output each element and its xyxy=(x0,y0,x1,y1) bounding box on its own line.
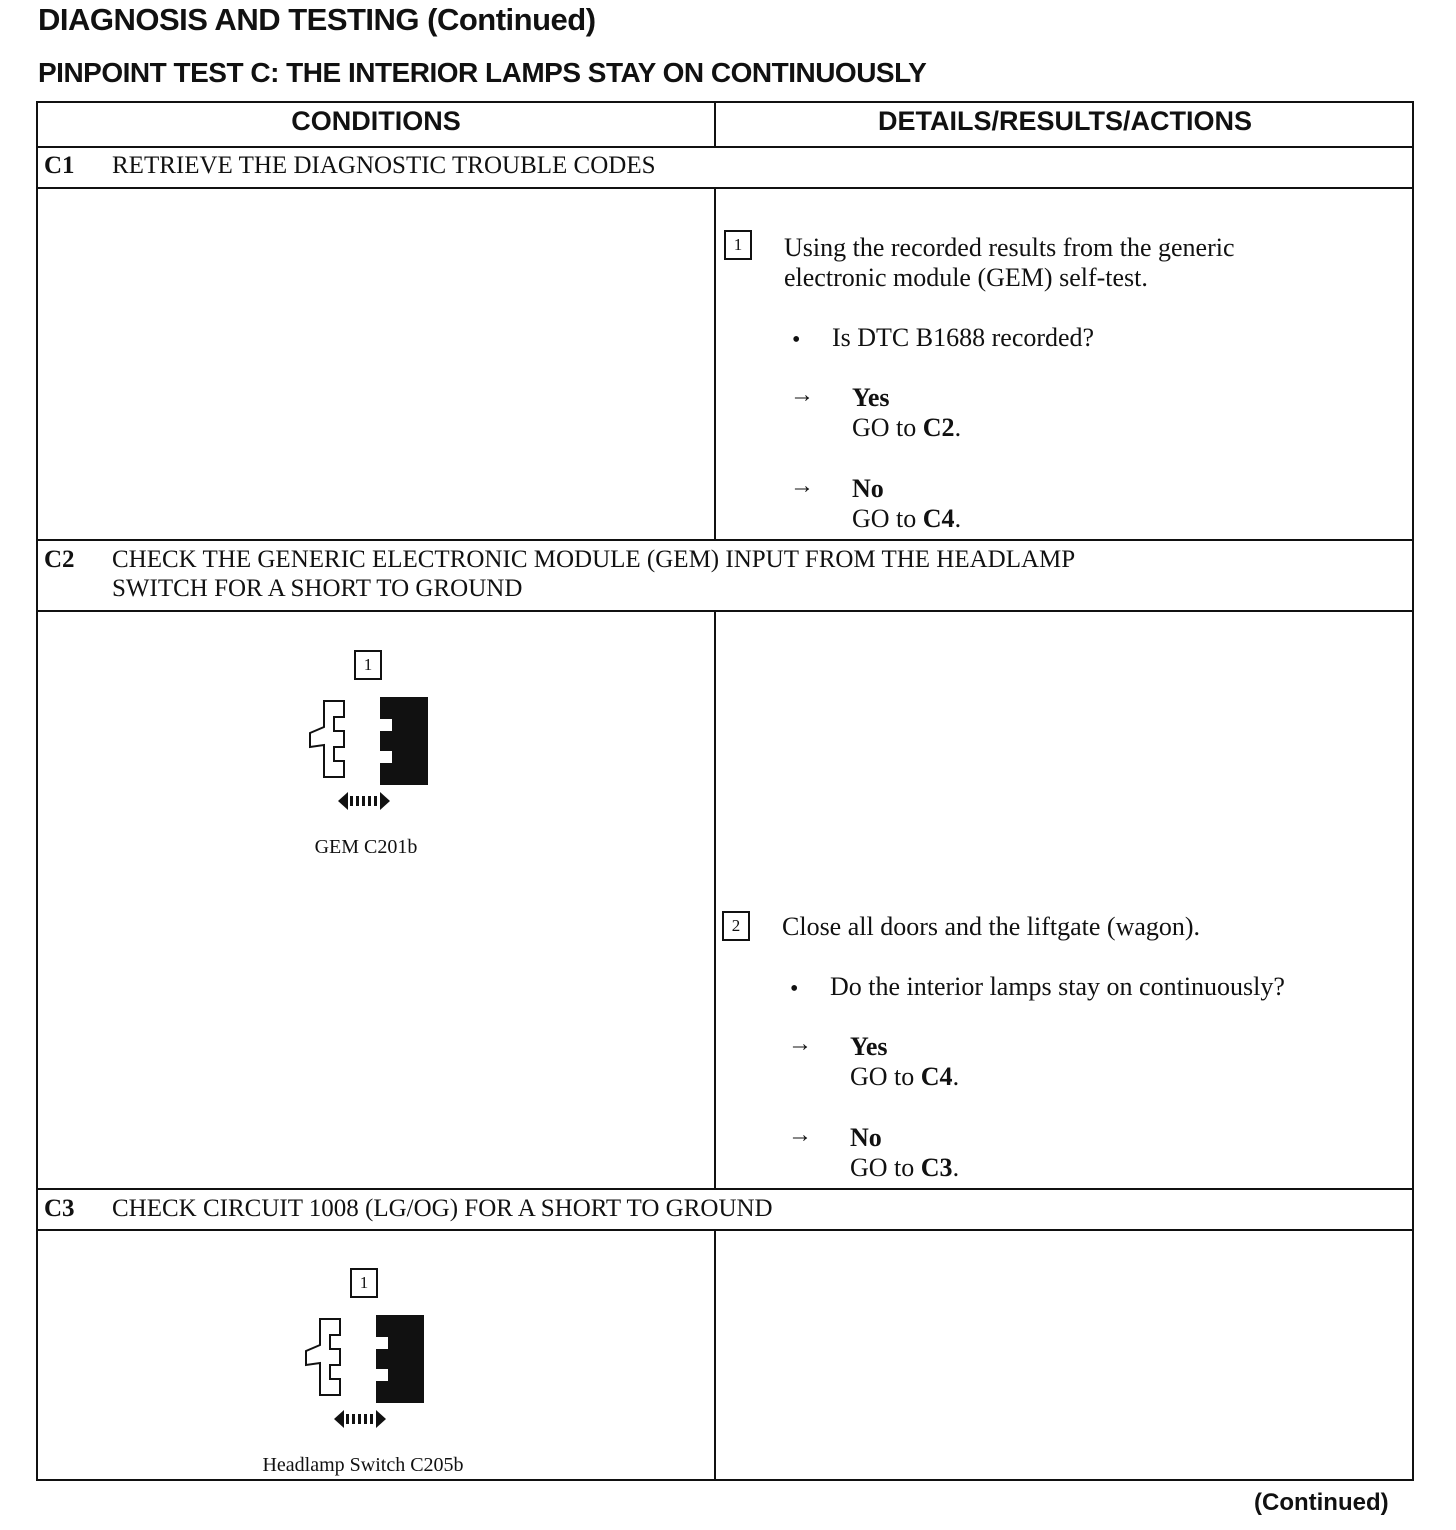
step-code: C1 xyxy=(44,152,75,179)
action-text-line: Using the recorded results from the generic xyxy=(784,233,1235,262)
answer-goto: GO to C2. xyxy=(852,413,962,442)
answer-label: No xyxy=(850,1123,882,1152)
right-arrow-icon: → xyxy=(790,473,814,499)
answer-goto: GO to C4. xyxy=(852,504,962,533)
step-code: C2 xyxy=(44,546,75,573)
action-text-line: electronic module (GEM) self-test. xyxy=(784,263,1148,292)
step-code: C3 xyxy=(44,1195,75,1222)
question-text: Do the interior lamps stay on continuously? xyxy=(830,972,1285,1001)
step-title-line: SWITCH FOR A SHORT TO GROUND xyxy=(112,575,523,602)
answer-label: Yes xyxy=(852,383,890,412)
goto-prefix: GO to xyxy=(852,504,923,533)
pinpoint-test-title: PINPOINT TEST C: THE INTERIOR LAMPS STAY ON CONTINUOUSLY xyxy=(38,57,927,88)
answer-goto: GO to C4. xyxy=(850,1062,960,1091)
question-text: Is DTC B1688 recorded? xyxy=(832,323,1095,352)
answer-goto: GO to C3. xyxy=(850,1153,960,1182)
divider xyxy=(714,187,716,539)
electrical-connector-disconnect-icon xyxy=(300,693,430,823)
goto-prefix: GO to xyxy=(850,1153,921,1182)
right-arrow-icon: → xyxy=(790,382,814,408)
pinpoint-test-table xyxy=(36,101,1414,1481)
goto-prefix: GO to xyxy=(852,413,923,442)
figure-number-box: 1 xyxy=(350,1268,378,1298)
step-title-line: CHECK THE GENERIC ELECTRONIC MODULE (GEM) INPUT FROM THE HEADLAMP xyxy=(112,546,1076,573)
step-title: CHECK CIRCUIT 1008 (LG/OG) FOR A SHORT TO GROUND xyxy=(112,1195,773,1222)
goto-step-link[interactable]: C4 xyxy=(920,1062,953,1091)
figure-number-box: 1 xyxy=(354,650,382,680)
goto-prefix: GO to xyxy=(850,1062,921,1091)
column-header-conditions: CONDITIONS xyxy=(291,106,461,136)
divider xyxy=(38,539,1412,541)
figure-caption: Headlamp Switch C205b xyxy=(262,1454,464,1476)
goto-step-link[interactable]: C4 xyxy=(922,504,955,533)
electrical-connector-disconnect-icon xyxy=(296,1311,426,1441)
divider xyxy=(714,610,716,1188)
divider xyxy=(714,103,716,146)
divider xyxy=(38,1188,1412,1190)
continued-label: (Continued) xyxy=(1254,1489,1389,1516)
divider xyxy=(38,1229,1412,1231)
answer-label: Yes xyxy=(850,1032,888,1061)
answer-no xyxy=(852,474,961,534)
action-number-box: 2 xyxy=(722,911,750,941)
answer-yes xyxy=(852,383,961,443)
divider xyxy=(38,187,1412,189)
bullet-dot-icon: • xyxy=(792,327,801,353)
goto-step-link[interactable]: C2 xyxy=(922,413,955,442)
page-title: DIAGNOSIS AND TESTING (Continued) xyxy=(38,2,596,37)
step-title: RETRIEVE THE DIAGNOSTIC TROUBLE CODES xyxy=(112,152,656,179)
answer-yes xyxy=(850,1032,959,1092)
action-number-box: 1 xyxy=(724,230,752,260)
action-text xyxy=(784,233,1235,293)
divider xyxy=(38,146,1412,148)
bullet-dot-icon: • xyxy=(790,976,799,1002)
answer-label: No xyxy=(852,474,884,503)
figure-caption: GEM C201b xyxy=(314,836,418,858)
answer-no xyxy=(850,1123,959,1183)
divider xyxy=(714,1229,716,1481)
action-text: Close all doors and the liftgate (wagon). xyxy=(782,912,1201,941)
right-arrow-icon: → xyxy=(788,1122,812,1148)
divider xyxy=(38,610,1412,612)
goto-step-link[interactable]: C3 xyxy=(920,1153,953,1182)
column-header-details: DETAILS/RESULTS/ACTIONS xyxy=(877,106,1252,136)
right-arrow-icon: → xyxy=(788,1031,812,1057)
